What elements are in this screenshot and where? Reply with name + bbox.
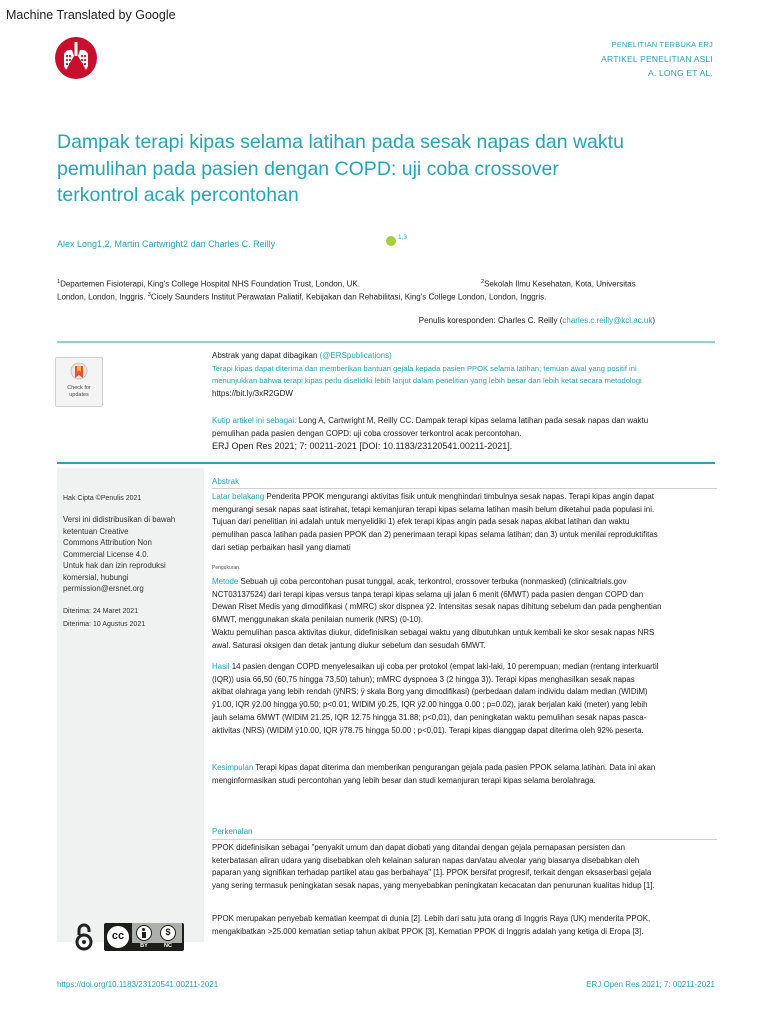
abstract-heading: Abstrak <box>212 477 240 486</box>
article-type-label: ARTIKEL PENELITIAN ASLI <box>601 54 713 64</box>
received-date: Diterima: 24 Maret 2021 <box>63 608 139 615</box>
copyright-notice: Hak Cipta ©Penulis 2021 <box>63 495 142 502</box>
section-divider-bar <box>57 462 715 464</box>
tiny-footnote-text: Pengukuran. <box>212 565 241 571</box>
bookmark-ribbon-icon <box>69 362 89 384</box>
footer-journal-citation: ERJ Open Res 2021; 7: 00211-2021 <box>586 980 715 989</box>
cc-by-nc-badge[interactable] <box>104 923 184 951</box>
shareable-abstract: Abstrak yang dapat dibagikan (@ERSpublications) Terapi kipas dapat diterima dan memberikan bantuan gejala kepada pasien PPOK selama latihan; temuan awal yang positif ini menunjukkan bahwa terapi kipas perlu diselidiki lebih lanjut dalam penelitian yang lebih besar dan lebih ketat secara metodologi https://bit.ly/3xR2GDW <box>212 350 717 400</box>
abstract-results: Hasil 14 pasien dengan COPD menyelesaikan uji coba per protokol (empat laki-laki, 10 perempuan; median (rentang interkuartil (IQR)) usia 66,50 (60,75 hingga 73,50) tahun); mMRC dyspnoea 3 (2 hingga 3)). Terapi kipas menghasilkan sesak napas akibat olahraga yang lebih rendah (ÿNRS; ÿ skala Borg yang dimodifikasi) (perbedaan dalam individu dalam median (WIDiM) ÿ1.00, IQR ÿ2.00 hingga ÿ0.50; p<0.01; WIDiM ÿ0.25, IQR ÿ2.00 hingga 0.00 ; p=0.02), jarak berjalan kaki (meter) yang lebih jauh selama 6MWT (WIDiM 21.25, IQR 12.75 hingga 31.88; p<0,01), dan peningkatan waktu pemulihan sesak napas pasca- aktivitas (NRS) (WIDiM ÿ10.00, IQR ÿ78.75 hingga 50.00 ; p<0,01). Terapi kipas dianggap dapat diterima oleh 92% peserta. <box>212 662 659 735</box>
check-for-updates-sublabel: updates <box>69 391 89 398</box>
journal-section-label: PENELITIAN TERBUKA ERJ <box>611 40 713 49</box>
abstract-conclusion: Kesimpulan Terapi kipas dapat diterima dan memberikan pengurangan gejala pada pasien PPOK selama latihan. Data ini akan menginformasikan studi percontohan yang lebih besar dan studi kemanjuran terapi kipas selama berolahraga. <box>212 763 656 785</box>
article-title: Dampak terapi kipas selama latihan pada sesak napas dan waktu pemulihan pada pasien dengan COPD: uji coba crossover terkontrol acak percontohan <box>57 131 624 206</box>
machine-translated-watermark: Machine Translated by Google <box>6 8 176 22</box>
running-authors: A. LONG ET AL. <box>647 68 713 78</box>
citation-label: Kutip artikel ini sebagai: <box>212 416 297 425</box>
citation-block: Kutip artikel ini sebagai: Long A, Cartwright M, Reilly CC. Dampak terapi kipas selama latihan pada sesak napas dan waktu pemulihan pada pasien dengan COPD: uji coba crossover terkontrol acak percontohan. ERJ Open Res 2021; 7: 00211-2021 [DOI: 10.1183/23120541.00211-2021]. <box>212 415 717 453</box>
citation-doi-line: ERJ Open Res 2021; 7: 00211-2021 [DOI: 10.1183/23120541.00211-2021]. <box>212 441 513 451</box>
by-label: BY <box>140 943 148 949</box>
check-for-updates-button[interactable] <box>55 357 103 407</box>
attribution-icon <box>136 925 152 941</box>
author-affiliation-superscript: 1,3 <box>398 234 408 241</box>
erj-lungs-logo <box>54 36 98 80</box>
nc-label: NC <box>164 943 172 949</box>
correspondence-email-link[interactable]: charles.c.reilly@kcl.ac.uk <box>562 316 653 325</box>
author-list: Alex Long1,2, Martin Cartwright2 dan Charles C. Reilly <box>57 239 276 249</box>
accepted-date: Diterima: 10 Agustus 2021 <box>63 621 146 628</box>
orcid-icon[interactable] <box>386 236 396 246</box>
noncommercial-icon: $ <box>160 925 176 941</box>
check-for-updates-label: Check for <box>67 385 91 391</box>
introduction-heading: Perkenalan <box>212 827 253 836</box>
affiliations: $^1$Departemen Fisioterapi, King's College Hospital NHS Foundation Trust, London, UK. $^2$Sekolah Ilmu Kesehatan, Kota, Universitas London, London, Inggris. $^3$Cicely Saunders Institut Perawatan Paliatif, Kebijakan dan Rehabilitasi, King's College London, London, Inggris. <box>57 279 636 302</box>
abstract-methods: Metode Sebuah uji coba percontohan pusat tunggal, acak, terkontrol, crossover terbuka (nonmasked) (clinicaltrials.gov NCT03137524) dari terapi kipas versus tanpa terapi kipas selama uji jalan 6 menit (6MWT) pada pasien dengan COPD dan Dewan Riset Medis yang dimodifikasi ( mMRC) skor dispnea ÿ2. Intensitas sesak napas dihitung sebelum dan pada penghentian 6MWT, menggunakan skala penilaian numerik (NRS) (0-10). Waktu pemulihan pasca aktivitas diukur, didefinisikan sebagai waktu yang dibutuhkan untuk kembali ke skor sesak napas NRS awal. Saturasi oksigen dan detak jantung diukur sebelum dan sesudah 6MWT. <box>212 577 662 650</box>
short-link[interactable]: https://bit.ly/3xR2GDW <box>212 388 293 398</box>
introduction-paragraph-1: PPOK didefinisikan sebagai "penyakit umum dan dapat diobati yang ditandai dengan gejala pernapasan persisten dan keterbatasan aliran udara yang disebabkan oleh kelainan saluran napas dan/atau alveolar yang biasanya disebabkan oleh paparan yang signifikan terhadap partikel atau gas berbahaya" [1]. PPOK bersifat progresif, terkait dengan eksaserbasi gejala yang sering termasuk peningkatan sesak napas, yang menyebabkan peningkatan kecacatan dan penurunan kualitas hidup [1]. <box>212 843 655 891</box>
abstract-background: Latar belakang Penderita PPOK mengurangi aktivitas fisik untuk menghindari timbulnya sesak napas. Terapi kipas angin dapat mengurangi sesak napas saat istirahat, tetapi kemanjuran terapi kipas selama latihan masih belum diketahui pada populasi ini. Tujuan dari penelitian ini adalah untuk menyelidiki 1) efek terapi kipas angin pada sesak napas akibat latihan dan waktu pemulihan pasca latihan pada pasien PPOK dan 2) penerimaan terapi kipas selama latihan; dan 3) untuk menilai reproduktifitas dari setiap perbaikan hasil yang diamati <box>212 492 658 552</box>
footer-doi-link[interactable]: https://doi.org/10.1183/23120541.00211-2021 <box>57 980 219 989</box>
license-badges <box>75 921 190 958</box>
corresponding-author: Penulis koresponden: Charles C. Reilly (charles.c.reilly@kcl.ac.uk) <box>418 316 655 325</box>
introduction-paragraph-2: PPOK merupakan penyebab kematian keempat di dunia [2]. Lebih dari satu juta orang di Inggris Raya (UK) menderita PPOK, mengakibatkan >25.000 kematian setiap tahun akibat PPOK [3]. Kematian PPOK di Inggris adalah yang ketiga di Eropa [3]. <box>212 914 651 936</box>
cc-icon: cc <box>106 925 130 949</box>
twitter-handle-link[interactable]: (@ERSpublications) <box>319 351 392 360</box>
permission-email-link[interactable]: permission@ersnet.org <box>63 584 144 593</box>
shareable-abstract-title: Abstrak yang dapat dibagikan <box>212 351 318 360</box>
divider <box>57 341 715 343</box>
license-notice: Versi ini didistribusikan di bawah ketentuan Creative Commons Attribution Non Commercial License 4.0. Untuk hak dan izin reproduksi komersial, hubungi permission@ersnet.org <box>63 514 203 595</box>
